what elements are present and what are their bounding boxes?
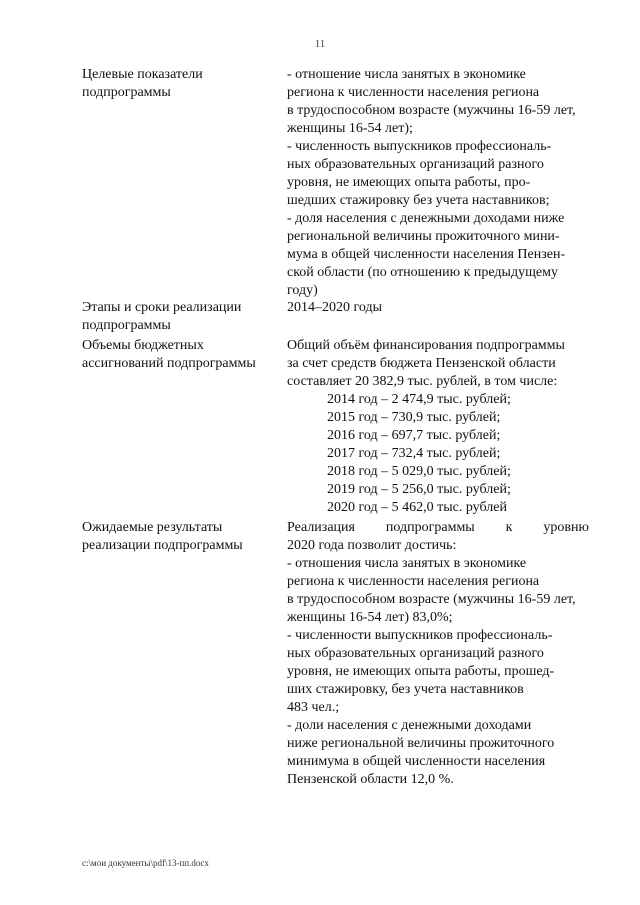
value-line: ных образовательных организаций разного — [287, 157, 544, 172]
value-line: - отношение числа занятых в экономике — [287, 67, 526, 82]
section-label — [82, 337, 262, 373]
value-line: году) — [287, 283, 318, 298]
label-line: ассигнований подпрограммы — [82, 356, 256, 371]
year-funding-line: 2015 год – 730,9 тыс. рублей; — [327, 410, 501, 425]
value-line: - численности выпускников профессиональ- — [287, 628, 553, 643]
year-funding-line: 2018 год – 5 029,0 тыс. рублей; — [327, 464, 511, 479]
value-line: ших стажировку, без учета наставников — [287, 682, 524, 697]
value-line: мума в общей численности населения Пензен- — [287, 247, 566, 262]
value-line: за счет средств бюджета Пензенской области — [287, 356, 556, 371]
year-funding-line: 2017 год – 732,4 тыс. рублей; — [327, 446, 501, 461]
value-line: ниже региональной величины прожиточного — [287, 736, 555, 751]
year-funding-line: 2019 год – 5 256,0 тыс. рублей; — [327, 482, 511, 497]
word: к — [505, 520, 513, 535]
section-value — [287, 66, 589, 300]
value-line: региона к численности населения региона — [287, 85, 540, 100]
value-line: - доля населения с денежными доходами ниже — [287, 211, 565, 226]
page-number: 11 — [314, 38, 326, 50]
word: подпрограммы — [385, 520, 475, 535]
label-line: Ожидаемые результаты — [82, 520, 223, 535]
value-line: 2014–2020 годы — [287, 300, 383, 315]
file-path-footer: c:\мои документы\pdf\13-пп.docx — [82, 858, 209, 868]
section-label — [82, 299, 262, 335]
value-line: 2020 года позволит достичь: — [287, 538, 457, 553]
year-funding-line: 2020 год – 5 462,0 тыс. рублей — [327, 500, 507, 515]
value-line: региона к численности населения региона — [287, 574, 540, 589]
value-line: - доли населения с денежными доходами — [287, 718, 532, 733]
value-line: уровня, не имеющих опыта работы, прошед- — [287, 664, 555, 679]
word: Реализация — [287, 520, 355, 535]
label-line: Объемы бюджетных — [82, 338, 204, 353]
value-line: в трудоспособном возрасте (мужчины 16-59 лет, — [287, 103, 576, 118]
value-line: Общий объём финансирования подпрограммы — [287, 338, 565, 353]
value-line: женщины 16-54 лет); — [287, 121, 413, 136]
value-line — [287, 519, 589, 537]
section-label — [82, 519, 262, 555]
value-line: - отношения числа занятых в экономике — [287, 556, 527, 571]
year-funding-line: 2016 год – 697,7 тыс. рублей; — [327, 428, 501, 443]
year-funding-line: 2014 год – 2 474,9 тыс. рублей; — [327, 392, 511, 407]
value-line: женщины 16-54 лет) 83,0%; — [287, 610, 453, 625]
value-line: уровня, не имеющих опыта работы, про- — [287, 175, 531, 190]
value-line: региональной величины прожиточного мини- — [287, 229, 560, 244]
value-line: в трудоспособном возрасте (мужчины 16-59 лет, — [287, 592, 576, 607]
value-line: ных образовательных организаций разного — [287, 646, 544, 661]
section-value — [287, 337, 589, 517]
label-line: реализации подпрограммы — [82, 538, 243, 553]
section-value — [287, 519, 589, 789]
label-line: Этапы и сроки реализации — [82, 300, 242, 315]
value-line: ской области (по отношению к предыдущему — [287, 265, 558, 280]
label-line: Целевые показатели — [82, 67, 203, 82]
value-line: минимума в общей численности населения — [287, 754, 546, 769]
value-line: 483 чел.; — [287, 700, 340, 715]
section-value — [287, 299, 589, 317]
section-label — [82, 66, 262, 102]
label-line: подпрограммы — [82, 85, 171, 100]
value-line: шедших стажировку без учета наставников; — [287, 193, 550, 208]
value-line: - численность выпускников профессиональ- — [287, 139, 552, 154]
value-line: Пензенской области 12,0 %. — [287, 772, 454, 787]
label-line: подпрограммы — [82, 318, 171, 333]
word: уровню — [543, 520, 589, 535]
value-line: составляет 20 382,9 тыс. рублей, в том числе: — [287, 374, 558, 389]
